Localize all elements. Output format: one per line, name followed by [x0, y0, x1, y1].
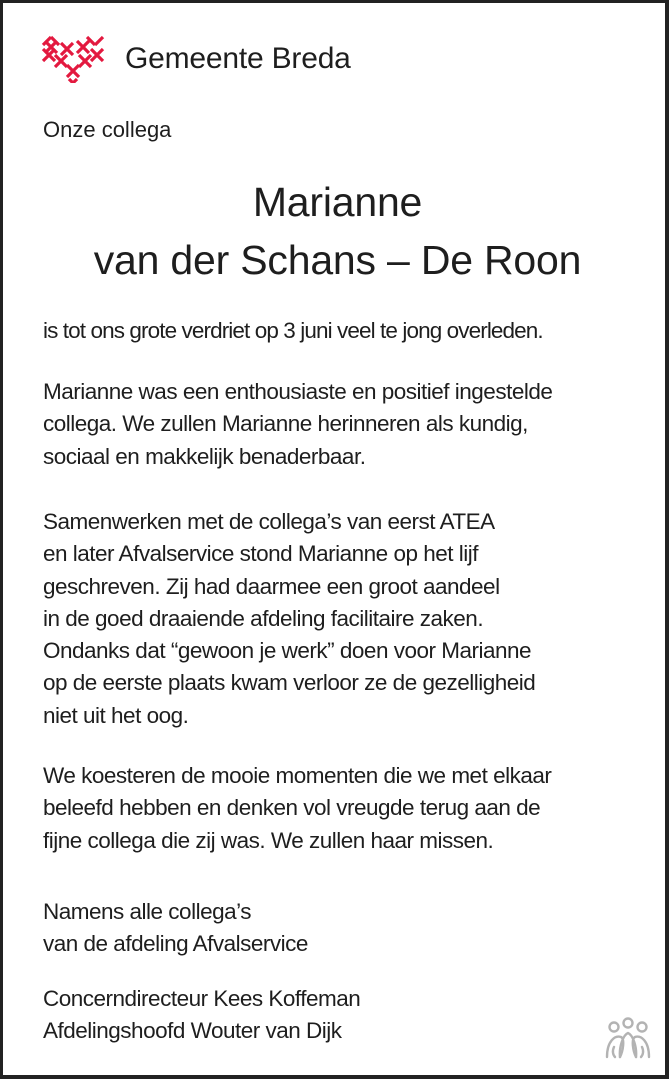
first-name: Marianne: [252, 179, 423, 225]
announcement-text: is tot ons grote verdriet op 3 juni veel te jong overleden.: [43, 318, 543, 343]
signature-line: van de afdeling Afvalservice: [43, 931, 308, 957]
signatory: Afdelingshoofd Wouter van Dijk: [43, 1018, 342, 1044]
paragraph-line: Samenwerken met de collega’s van eerst ATEA: [43, 509, 495, 534]
signatory: Concerndirecteur Kees Koffeman: [43, 986, 361, 1011]
gemeente-breda-logo-icon: [41, 35, 105, 83]
paragraph-line: beleefd hebben en denken vol vreugde terug aan de: [43, 795, 541, 821]
paragraph-line: geschreven. Zij had daarmee een groot aandeel: [43, 573, 500, 599]
paragraph-line: in de goed draaiende afdeling facilitaire zaken.: [43, 605, 484, 631]
paragraph-line: sociaal en makkelijk benaderbaar.: [43, 443, 366, 469]
full-name: van der Schans – De Roon: [93, 237, 582, 283]
header: [41, 39, 351, 79]
paragraph-line: niet uit het oog.: [43, 702, 189, 728]
intro-text: Onze collega: [43, 117, 172, 142]
people-group-icon[interactable]: [603, 1017, 653, 1061]
announcement: [43, 315, 663, 347]
paragraph-1: [43, 376, 663, 473]
signature-line: Namens alle collega’s: [43, 899, 251, 924]
paragraph-line: fijne collega die zij was. We zullen haar missen.: [43, 827, 494, 853]
signatories: [43, 983, 663, 1048]
org-name: Gemeente Breda: [125, 42, 351, 75]
paragraph-line: en later Afvalservice stond Marianne op het lijf: [43, 541, 478, 567]
paragraph-2: [43, 506, 663, 732]
paragraph-line: Marianne was een enthousiaste en positief ingestelde: [43, 379, 553, 404]
paragraph-line: We koesteren de mooie momenten die we met elkaar: [43, 763, 552, 788]
paragraph-line: Ondanks dat “gewoon je werk” doen voor Marianne: [43, 638, 532, 664]
paragraph-line: op de eerste plaats kwam verloor ze de gezelligheid: [43, 670, 536, 696]
paragraph-3: [43, 760, 663, 857]
deceased-name: [3, 173, 669, 289]
paragraph-line: collega. We zullen Marianne herinneren als kundig,: [43, 411, 528, 437]
signature-on-behalf: [43, 896, 663, 961]
